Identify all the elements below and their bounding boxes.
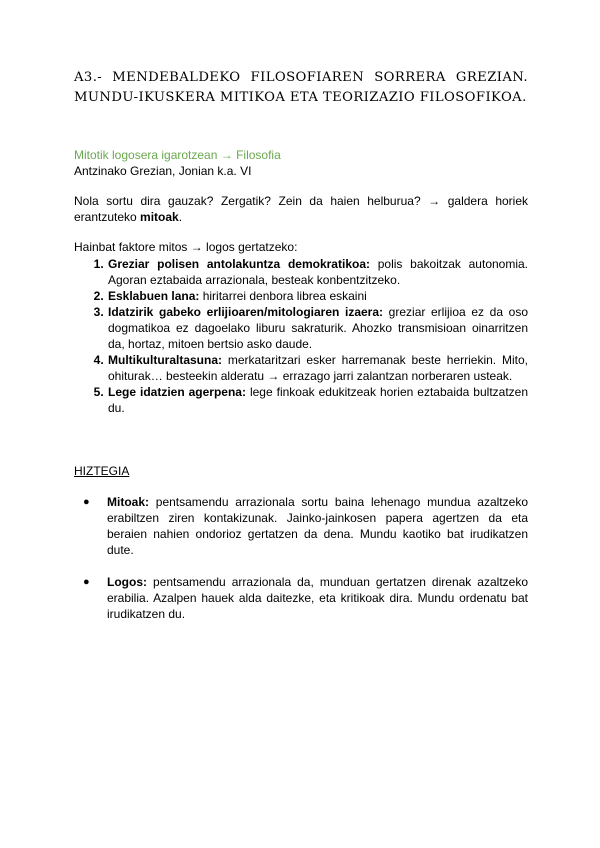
bullet-icon: ● [83, 576, 90, 588]
document-page [74, 68, 528, 622]
factor-term: Idatzirik gabeko erlijioaren/mitologiaren izaera: [108, 305, 384, 319]
glossary-list [74, 494, 528, 622]
factor-text: lege finkoak edukitzeak horien eztabaida bultzatzen du. [108, 385, 529, 415]
factor-text: polis bakoitzak autonomia. Agoran eztabaida arrazionala, besteak konbentzitzeko. [108, 257, 529, 287]
title-line-2: MUNDU-IKUSKERA MITIKOA ETA TEORIZAZIO FILOSOFIKOA. [74, 90, 527, 105]
glossary-text: pentsamendu arrazionala da, munduan gertatzen direnak azaltzeko erabilia. Azalpen hauek alda daitezke, eta kritikoak dira. Mundu ordenatu bat irudikatzen du. [107, 575, 528, 621]
question-end: . [178, 210, 183, 224]
glossary-term: Mitoak: [107, 495, 149, 509]
factor-item [107, 304, 528, 352]
title-line-1: A3.- MENDEBALDEKO FILOSOFIAREN SORRERA GREZIAN. [74, 70, 528, 85]
place-line: Antzinako Grezian, Jonian k.a. VI [74, 164, 252, 178]
glossary-item [83, 574, 528, 622]
factor-term: Multikulturaltasuna: [108, 353, 223, 367]
factors-list [74, 256, 528, 416]
factor-text: merkataritzari esker harremanak beste herriekin. Mito, ohiturak… besteekin alderatu → errazago jarri zalantzan norberaren usteak. [108, 353, 528, 383]
question-text: Nola sortu dira gauzak? Zergatik? Zein da haien helburua? → galdera horiek erantzuteko [74, 194, 528, 224]
factor-text: hiritarrei denbora librea eskaini [199, 289, 367, 303]
document-title [74, 68, 528, 108]
glossary-term: Logos: [107, 575, 147, 589]
bullet-icon: ● [83, 496, 90, 508]
glossary-heading: HIZTEGIA [74, 464, 130, 478]
factor-term: Lege idatzien agerpena: [108, 385, 246, 399]
factor-item [107, 256, 528, 288]
factor-item [107, 352, 528, 384]
section-subtitle: Mitotik logosera igarotzean → Filosofia [74, 148, 281, 162]
factor-term: Esklabuen lana: [108, 289, 200, 303]
glossary-item [83, 494, 528, 558]
question-bold: mitoak [140, 210, 179, 224]
factors-intro: Hainbat faktore mitos → logos gertatzeko: [74, 240, 298, 254]
factor-item [107, 288, 528, 304]
glossary-text: pentsamendu arrazionala sortu baina lehenago mundua azaltzeko erabiltzen ziren kontakizunak. Jainko-jainkosen papera agertzen da eta beraien nahien ondorioz gertatzen da dena. Mundu kaotiko bat irudikatzen dute. [107, 495, 528, 557]
question-paragraph [74, 193, 528, 225]
factor-term: Greziar polisen antolakuntza demokratikoa: [108, 257, 370, 271]
factor-item [107, 384, 528, 416]
factor-text: greziar erlijioa ez da oso dogmatikoa ez dagoelako liburu sakraturik. Ahozko transmisioan oinarritzen da, hortaz, mitoen bertsio asko daude. [108, 305, 529, 351]
